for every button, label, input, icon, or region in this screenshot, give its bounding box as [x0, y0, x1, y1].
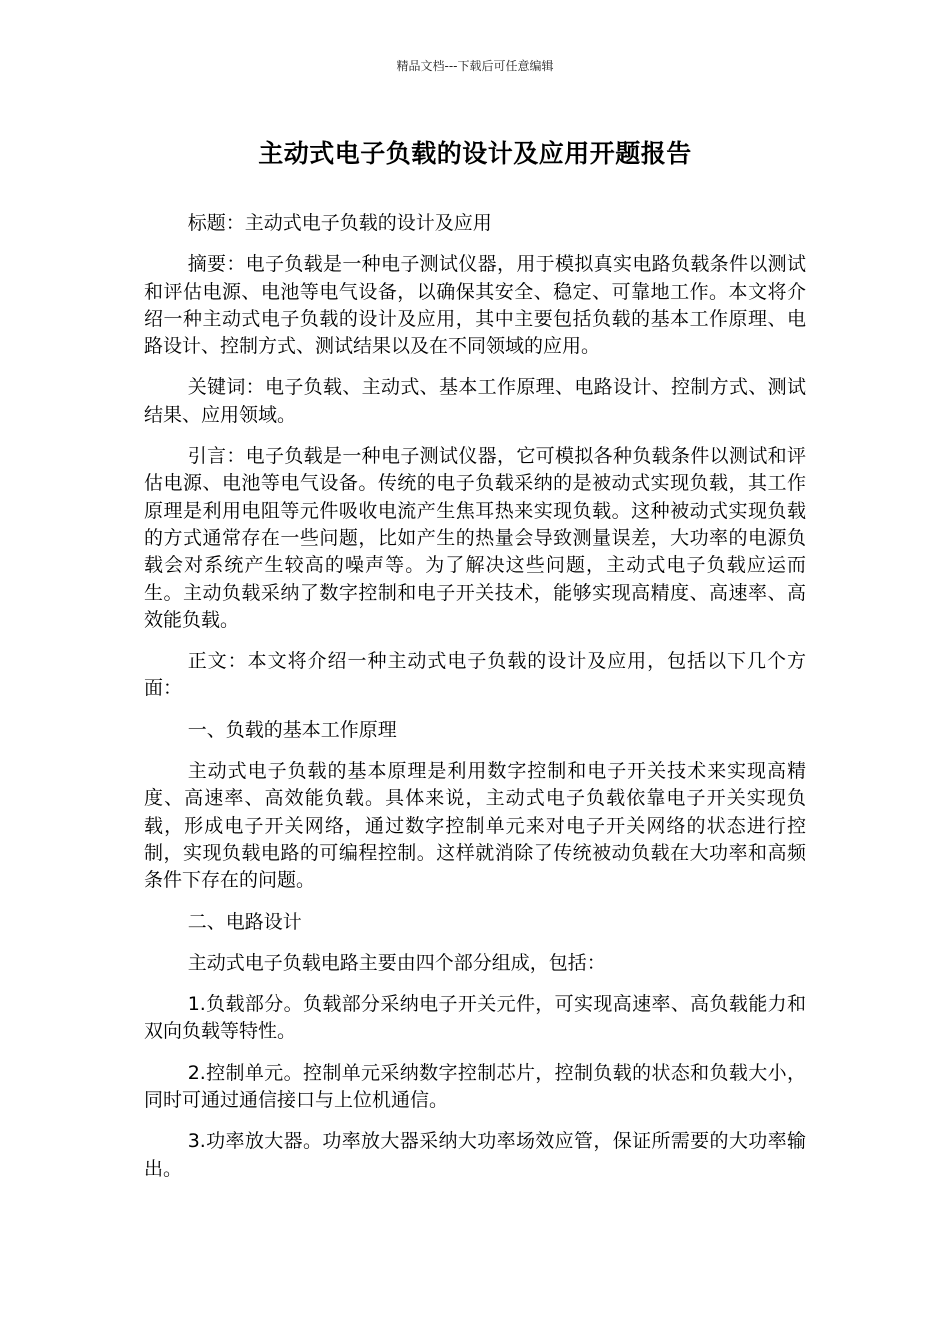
- section-heading-circuit: 二、电路设计: [187, 910, 302, 933]
- document-body: [144, 210, 806, 1197]
- paragraph-principle: 主动式电子负载的基本原理是利用数字控制和电子开关技术来实现高精度、高速率、高效能负载。具体来说，主动式电子负载依靠电子开关实现负载，形成电子开关网络，通过数字控制单元来对电子开关网络的状态进行控制，实现负载电路的可编程控制。这样就消除了传统被动负载在大功率和高频条件下存在的问题。: [144, 760, 806, 892]
- paragraph-main-text: 正文：本文将介绍一种主动式电子负载的设计及应用，包括以下几个方面：: [144, 650, 806, 700]
- paragraph-keywords: 关键词：电子负载、主动式、基本工作原理、电路设计、控制方式、测试结果、应用领域。: [144, 376, 806, 426]
- list-item-control: 2.控制单元。控制单元采纳数字控制芯片，控制负载的状态和负载大小，同时可通过通信接口与上位机通信。: [144, 1061, 806, 1112]
- list-item-load: 1.负载部分。负载部分采纳电子开关元件，可实现高速率、高负载能力和双向负载等特性。: [144, 993, 806, 1043]
- list-item-amplifier: 3.功率放大器。功率放大器采纳大功率场效应管，保证所需要的大功率输出。: [144, 1130, 806, 1180]
- paragraph-abstract: 摘要：电子负载是一种电子测试仪器，用于模拟真实电路负载条件以测试和评估电源、电池等电气设备，以确保其安全、稳定、可靠地工作。本文将介绍一种主动式电子负载的设计及应用，其中主要包括负载的基本工作原理、电路设计、控制方式、测试结果以及在不同领域的应用。: [144, 253, 806, 358]
- paragraph-subject: 标题：主动式电子负载的设计及应用: [187, 212, 492, 234]
- document-title: 主动式电子负载的设计及应用开题报告: [258, 139, 692, 168]
- paragraph-introduction: 引言：电子负载是一种电子测试仪器，它可模拟各种负载条件以测试和评估电源、电池等电气设备。传统的电子负载采纳的是被动式实现负载，其工作原理是利用电阻等元件吸收电流产生焦耳热来实现负载。这种被动式实现负载的方式通常存在一些问题，比如产生的热量会导致测量误差，大功率的电源负载会对系统产生较高的噪声等。为了解决这些问题，主动式电子负载应运而生。主动负载采纳了数字控制和电子开关技术，能够实现高精度、高速率、高效能负载。: [144, 445, 806, 631]
- header-note: 精品文档---下载后可任意编辑: [396, 59, 554, 73]
- section-heading-principle: 一、负载的基本工作原理: [187, 718, 397, 741]
- paragraph-circuit-intro: 主动式电子负载电路主要由四个部分组成，包括：: [187, 951, 606, 974]
